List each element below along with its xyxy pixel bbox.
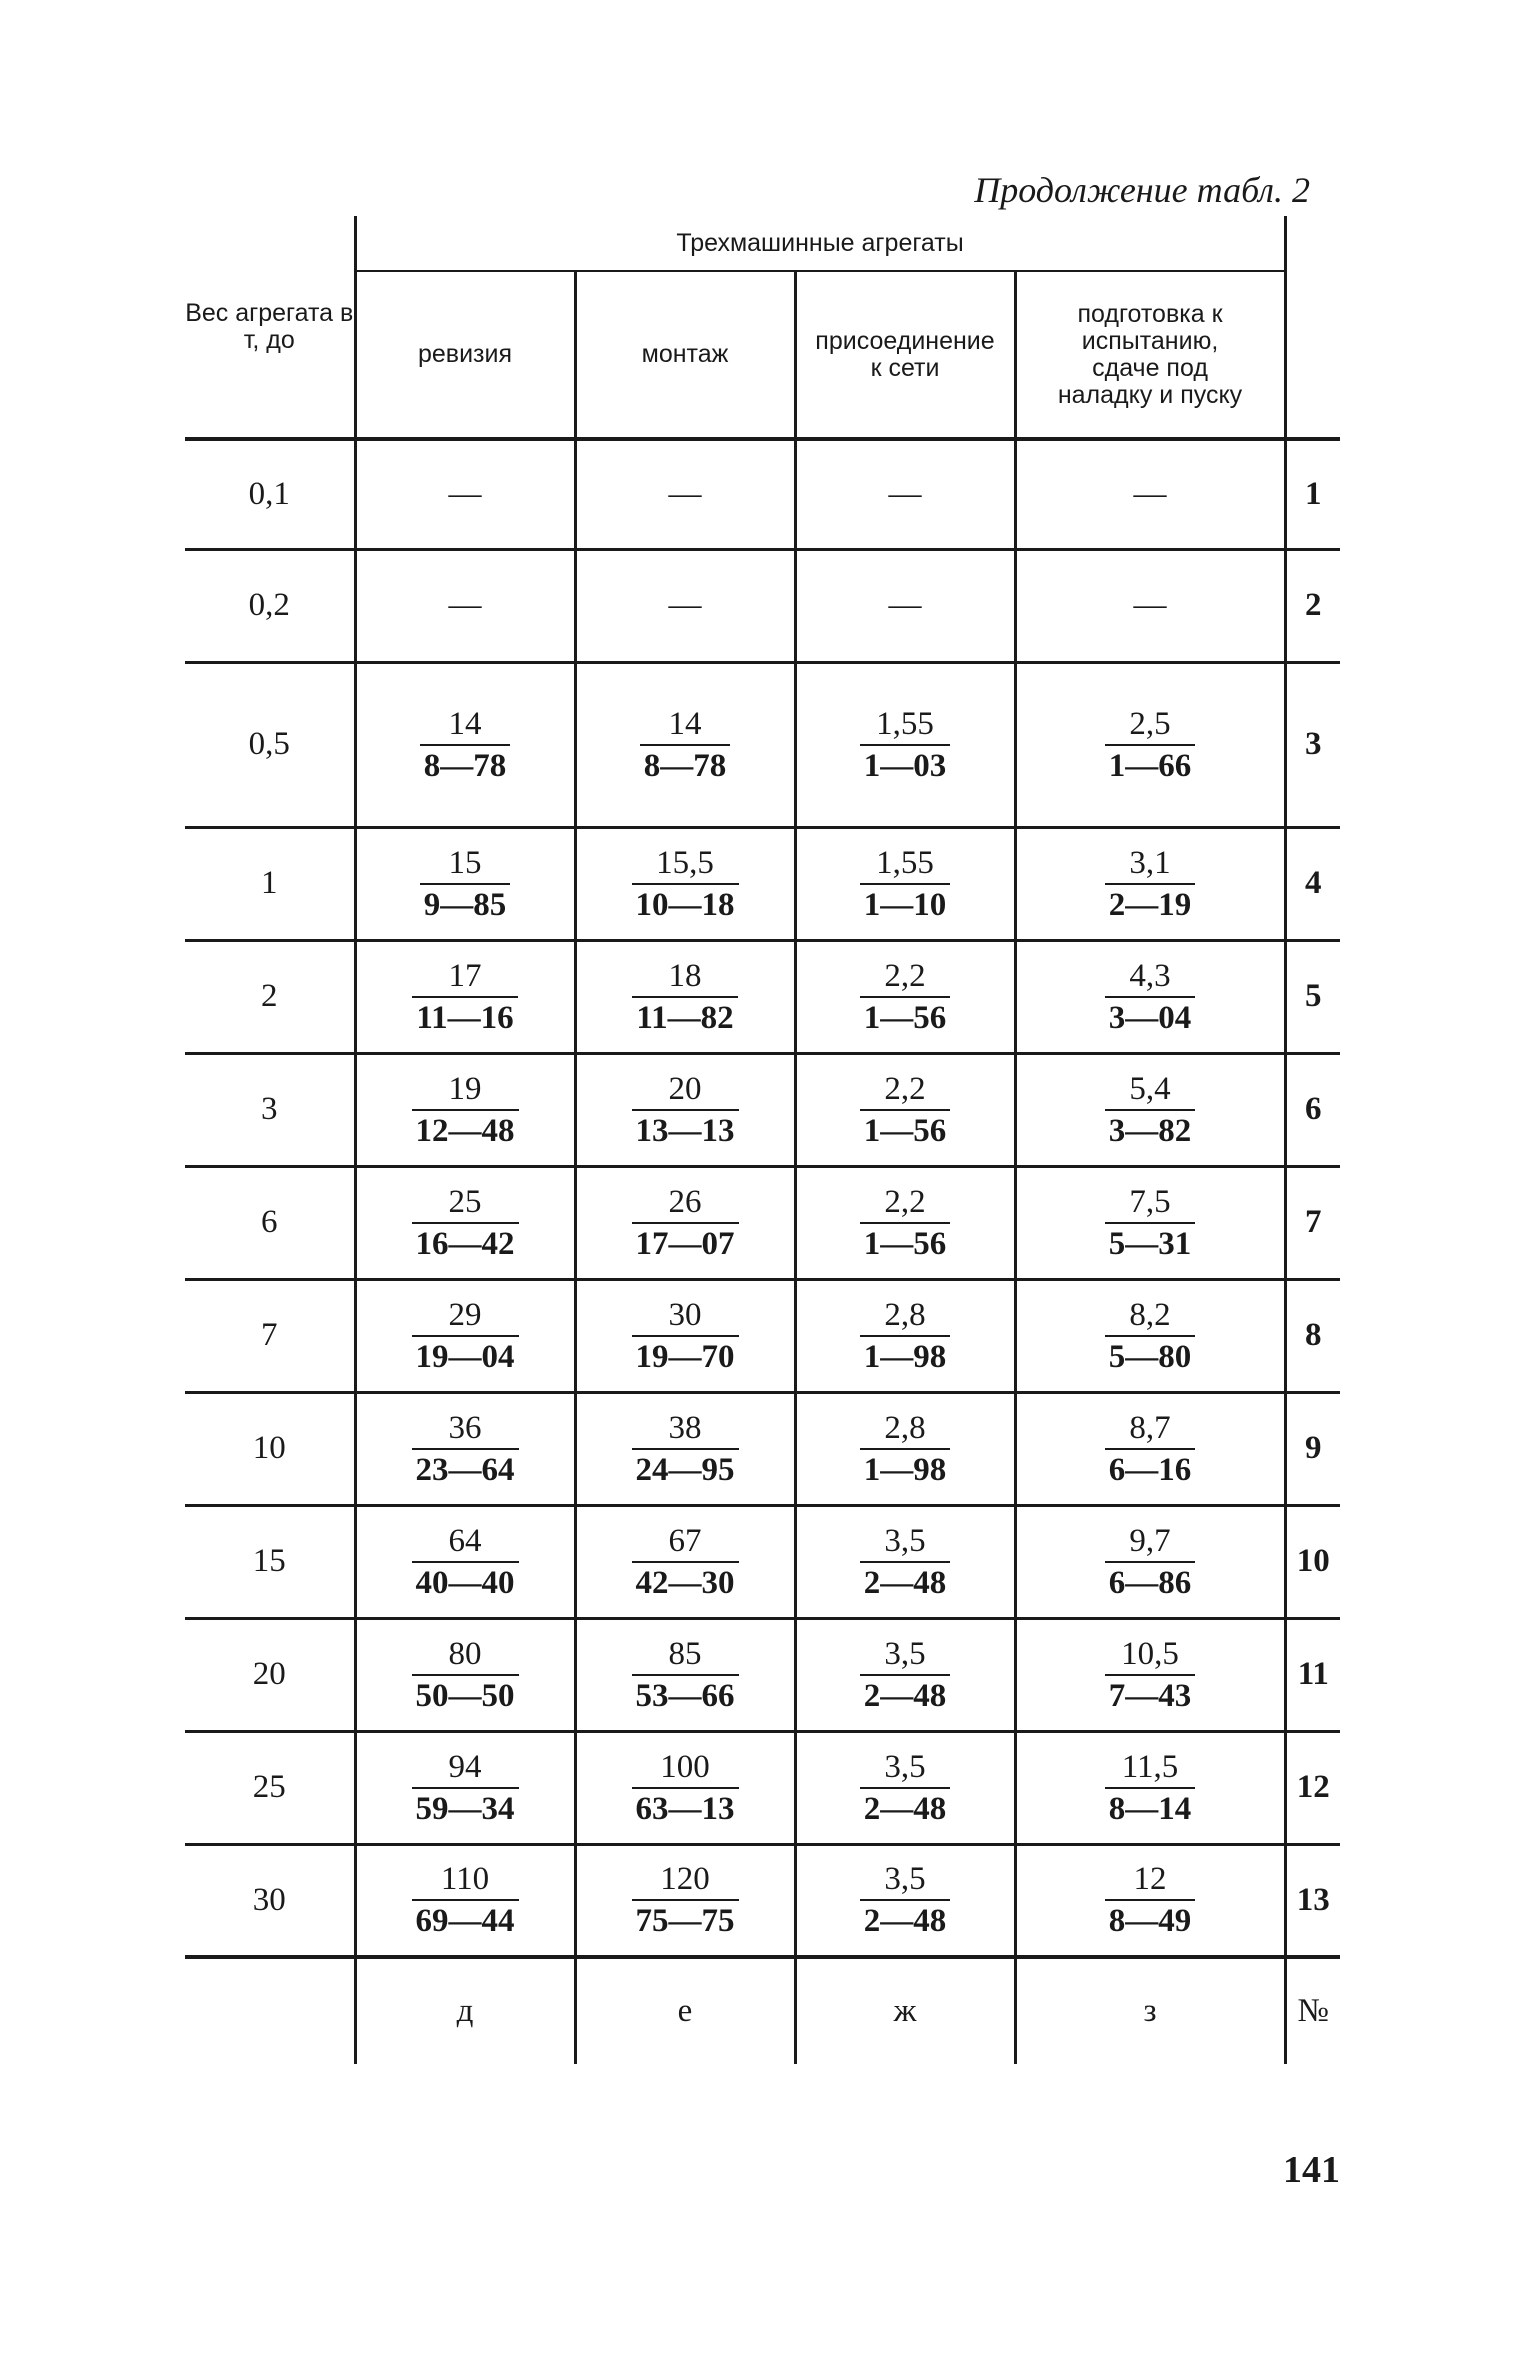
cost-value: 2—48 — [863, 1790, 947, 1827]
labor-hours-value: 2,2 — [860, 1182, 951, 1224]
value-cell — [1015, 1731, 1285, 1844]
row-number-cell — [1285, 549, 1340, 662]
fraction-value — [412, 1747, 519, 1829]
labor-hours-value: 14 — [640, 704, 731, 746]
cost-value: 1—56 — [863, 1112, 947, 1149]
cost-value: 10—18 — [635, 886, 735, 923]
value-cell — [355, 1053, 575, 1166]
column-header-test-preparation: подготовка к испытанию, сдаче под наладку и пуску — [1015, 271, 1285, 439]
row-number: 13 — [1296, 1881, 1330, 1918]
row-number-cell — [1285, 662, 1340, 827]
row-number-cell — [1285, 940, 1340, 1053]
labor-hours-value: 94 — [412, 1747, 519, 1789]
value-cell — [575, 1279, 795, 1392]
labor-hours-value: 110 — [412, 1859, 519, 1901]
empty-value-cell — [575, 439, 795, 549]
fraction-value — [1105, 1634, 1196, 1716]
weight-cell: 0,2 — [185, 549, 355, 662]
column-letter-d: д — [355, 1957, 575, 2064]
weight-cell: 25 — [185, 1731, 355, 1844]
row-number: 1 — [1305, 475, 1322, 512]
value-cell — [795, 1279, 1015, 1392]
labor-hours-value: 2,8 — [860, 1408, 951, 1450]
fraction-value — [640, 704, 731, 786]
row-number-cell — [1285, 1618, 1340, 1731]
weight-column-header: Вес агрегата в т, до — [185, 298, 354, 354]
weight-cell: 10 — [185, 1392, 355, 1505]
row-number-cell — [1285, 1166, 1340, 1279]
cost-value: 12—48 — [415, 1112, 515, 1149]
cost-value: 2—19 — [1108, 886, 1192, 923]
header-row-group — [185, 216, 1340, 271]
fraction-value — [1105, 1408, 1196, 1490]
column-header-network-connection: присоединение к сети — [795, 271, 1015, 439]
cost-value: 5—80 — [1108, 1338, 1192, 1375]
row-number-cell — [1285, 1279, 1340, 1392]
table-row — [185, 1053, 1340, 1166]
value-cell — [795, 940, 1015, 1053]
cost-value: 1—56 — [863, 1225, 947, 1262]
labor-hours-value: 29 — [412, 1295, 519, 1337]
labor-hours-value: 120 — [632, 1859, 739, 1901]
row-number-column-header — [1285, 216, 1340, 439]
cost-value: 50—50 — [415, 1677, 515, 1714]
value-cell — [575, 1392, 795, 1505]
fraction-value — [860, 1408, 951, 1490]
value-cell — [575, 940, 795, 1053]
fraction-value — [860, 1521, 951, 1603]
weight-cell: 0,1 — [185, 439, 355, 549]
fraction-value — [860, 1634, 951, 1716]
fraction-value — [632, 1069, 739, 1151]
table-row — [185, 439, 1340, 549]
labor-hours-value: 36 — [412, 1408, 519, 1450]
fraction-value — [412, 1408, 519, 1490]
labor-hours-value: 2,2 — [860, 1069, 951, 1111]
labor-hours-value: 18 — [632, 956, 737, 998]
cost-value: 13—13 — [635, 1112, 735, 1149]
fraction-value — [1105, 1069, 1196, 1151]
labor-hours-value: 8,7 — [1105, 1408, 1196, 1450]
dash-mark: — — [448, 475, 482, 512]
cost-value: 1—10 — [863, 886, 947, 923]
fraction-value — [420, 843, 511, 925]
fraction-value — [1105, 1747, 1196, 1829]
row-number: 2 — [1305, 587, 1322, 623]
cost-value: 75—75 — [635, 1903, 735, 1940]
fraction-value — [1105, 1521, 1196, 1603]
cost-value: 40—40 — [415, 1564, 515, 1601]
dash-mark: — — [668, 475, 702, 512]
cost-value: 59—34 — [415, 1790, 515, 1827]
cost-value: 19—70 — [635, 1338, 735, 1375]
labor-hours-value: 3,5 — [860, 1747, 951, 1789]
value-cell — [795, 1844, 1015, 1957]
empty-value-cell — [795, 549, 1015, 662]
fraction-value — [412, 1859, 519, 1941]
labor-hours-value: 14 — [420, 704, 511, 746]
value-cell — [795, 1392, 1015, 1505]
cost-value: 8—49 — [1108, 1903, 1192, 1940]
weight-cell: 15 — [185, 1505, 355, 1618]
table-row — [185, 1166, 1340, 1279]
number-sign: № — [1285, 1957, 1340, 2064]
empty-value-cell — [1015, 549, 1285, 662]
weight-cell: 6 — [185, 1166, 355, 1279]
labor-hours-value: 8,2 — [1105, 1295, 1196, 1337]
value-cell — [355, 940, 575, 1053]
value-cell — [355, 1844, 575, 1957]
value-cell — [795, 827, 1015, 940]
value-cell — [1015, 940, 1285, 1053]
empty-value-cell — [1015, 439, 1285, 549]
cost-value: 2—48 — [863, 1677, 947, 1714]
fraction-value — [412, 1069, 519, 1151]
row-number: 12 — [1296, 1769, 1330, 1805]
cost-value: 7—43 — [1108, 1677, 1192, 1714]
empty-value-cell — [355, 549, 575, 662]
fraction-value — [412, 1295, 519, 1377]
column-letter-zh: ж — [795, 1957, 1015, 2064]
value-cell — [795, 662, 1015, 827]
fraction-value — [632, 1747, 739, 1829]
labor-hours-value: 11,5 — [1105, 1747, 1196, 1789]
labor-hours-value: 1,55 — [860, 843, 951, 885]
fraction-value — [632, 1408, 739, 1490]
value-cell — [1015, 1618, 1285, 1731]
cost-value: 42—30 — [635, 1564, 735, 1601]
labor-hours-value: 2,5 — [1105, 704, 1196, 746]
value-cell — [355, 1279, 575, 1392]
cost-value: 1—56 — [863, 999, 947, 1036]
value-cell — [575, 662, 795, 827]
cost-value: 8—78 — [423, 747, 507, 784]
row-number: 9 — [1305, 1430, 1322, 1466]
fraction-value — [860, 1859, 951, 1941]
row-number: 5 — [1305, 978, 1322, 1014]
cost-value: 11—82 — [636, 999, 734, 1036]
labor-hours-value: 2,2 — [860, 956, 951, 998]
table-row — [185, 1279, 1340, 1392]
row-number-cell — [1285, 1844, 1340, 1957]
fraction-value — [412, 1634, 519, 1716]
row-number-cell — [1285, 1392, 1340, 1505]
fraction-value — [860, 1069, 951, 1151]
dash-mark: — — [888, 587, 922, 623]
labor-hours-value: 12 — [1105, 1859, 1196, 1901]
table-row — [185, 1731, 1340, 1844]
value-cell — [795, 1053, 1015, 1166]
column-letter-e: е — [575, 1957, 795, 2064]
labor-hours-value: 10,5 — [1105, 1634, 1196, 1676]
labor-hours-value: 64 — [412, 1521, 519, 1563]
row-number: 6 — [1305, 1091, 1322, 1127]
fraction-value — [632, 1182, 739, 1264]
value-cell — [1015, 1053, 1285, 1166]
value-cell — [355, 827, 575, 940]
row-number: 10 — [1296, 1543, 1330, 1579]
value-cell — [795, 1166, 1015, 1279]
fraction-value — [1105, 1182, 1196, 1264]
value-cell — [575, 1505, 795, 1618]
labor-hours-value: 17 — [412, 956, 517, 998]
fraction-value — [632, 1634, 739, 1716]
labor-hours-value: 15,5 — [632, 843, 739, 885]
table-row — [185, 1392, 1340, 1505]
cost-value: 8—78 — [643, 747, 727, 784]
dash-mark: — — [888, 475, 922, 512]
weight-cell: 0,5 — [185, 662, 355, 827]
row-number: 3 — [1305, 726, 1322, 762]
cost-value: 63—13 — [635, 1790, 735, 1827]
fraction-value — [632, 843, 739, 925]
row-number-cell — [1285, 1505, 1340, 1618]
cost-value: 1—98 — [863, 1451, 947, 1488]
cost-value: 11—16 — [416, 999, 514, 1036]
row-number: 7 — [1305, 1204, 1322, 1240]
fraction-value — [632, 956, 737, 1038]
fraction-value — [412, 1182, 519, 1264]
cost-value: 3—82 — [1108, 1112, 1192, 1149]
labor-hours-value: 4,3 — [1105, 956, 1196, 998]
labor-hours-value: 20 — [632, 1069, 739, 1111]
value-cell — [355, 662, 575, 827]
value-cell — [575, 827, 795, 940]
value-cell — [355, 1392, 575, 1505]
row-number-cell — [1285, 1053, 1340, 1166]
labor-hours-value: 30 — [632, 1295, 739, 1337]
cost-value: 16—42 — [415, 1225, 515, 1262]
labor-hours-value: 15 — [420, 843, 511, 885]
column-letter-blank — [185, 1957, 355, 2064]
dash-mark: — — [668, 587, 702, 623]
weight-cell: 7 — [185, 1279, 355, 1392]
labor-hours-value: 5,4 — [1105, 1069, 1196, 1111]
cost-value: 2—48 — [863, 1564, 947, 1601]
weight-cell: 20 — [185, 1618, 355, 1731]
cost-value: 19—04 — [415, 1338, 515, 1375]
weight-cell: 1 — [185, 827, 355, 940]
table-row — [185, 662, 1340, 827]
value-cell — [1015, 1844, 1285, 1957]
fraction-value — [420, 704, 511, 786]
labor-hours-value: 25 — [412, 1182, 519, 1224]
labor-hours-value: 19 — [412, 1069, 519, 1111]
group-title: Трехмашинные агрегаты — [355, 216, 1285, 271]
dash-mark: — — [1133, 587, 1167, 623]
weight-cell: 2 — [185, 940, 355, 1053]
cost-value: 17—07 — [635, 1225, 735, 1262]
labor-hours-value: 9,7 — [1105, 1521, 1196, 1563]
labor-hours-value: 3,1 — [1105, 843, 1196, 885]
table-row — [185, 1618, 1340, 1731]
dash-mark: — — [1133, 475, 1167, 512]
value-cell — [1015, 1505, 1285, 1618]
fraction-value — [860, 1747, 951, 1829]
fraction-value — [1105, 1295, 1196, 1377]
fraction-value — [860, 704, 951, 786]
empty-value-cell — [355, 439, 575, 549]
value-cell — [575, 1166, 795, 1279]
cost-value: 6—86 — [1108, 1564, 1192, 1601]
labor-hours-value: 100 — [632, 1747, 739, 1789]
value-cell — [795, 1618, 1015, 1731]
value-cell — [575, 1618, 795, 1731]
value-cell — [1015, 662, 1285, 827]
cost-value: 53—66 — [635, 1677, 735, 1714]
value-cell — [575, 1053, 795, 1166]
cost-value: 23—64 — [415, 1451, 515, 1488]
cost-value: 1—66 — [1108, 747, 1192, 784]
labor-hours-value: 67 — [632, 1521, 739, 1563]
table-row — [185, 1505, 1340, 1618]
fraction-value — [860, 1182, 951, 1264]
header-row-columns — [185, 271, 1340, 439]
fraction-value — [632, 1295, 739, 1377]
dash-mark: — — [448, 587, 482, 623]
labor-hours-value: 3,5 — [860, 1634, 951, 1676]
fraction-value — [412, 956, 517, 1038]
value-cell — [1015, 1392, 1285, 1505]
cost-value: 24—95 — [635, 1451, 735, 1488]
cost-value: 1—98 — [863, 1338, 947, 1375]
cost-value: 3—04 — [1108, 999, 1192, 1036]
fraction-value — [632, 1859, 739, 1941]
labor-hours-value: 3,5 — [860, 1521, 951, 1563]
value-cell — [355, 1731, 575, 1844]
column-header-revision: ревизия — [355, 271, 575, 439]
row-number-cell — [1285, 827, 1340, 940]
value-cell — [575, 1731, 795, 1844]
empty-value-cell — [795, 439, 1015, 549]
labor-hours-value: 26 — [632, 1182, 739, 1224]
weight-cell: 3 — [185, 1053, 355, 1166]
cost-value: 1—03 — [863, 747, 947, 784]
fraction-value — [1105, 843, 1196, 925]
labor-hours-value: 3,5 — [860, 1859, 951, 1901]
table-body — [185, 439, 1340, 1957]
fraction-value — [632, 1521, 739, 1603]
cost-value: 69—44 — [415, 1903, 515, 1940]
labor-hours-value: 1,55 — [860, 704, 951, 746]
cost-value: 2—48 — [863, 1903, 947, 1940]
row-number-cell — [1285, 1731, 1340, 1844]
fraction-value — [860, 1295, 951, 1377]
cost-value: 8—14 — [1108, 1790, 1192, 1827]
cost-value: 9—85 — [423, 886, 507, 923]
page-number: 141 — [1283, 2149, 1340, 2191]
value-cell — [795, 1505, 1015, 1618]
fraction-value — [1105, 1859, 1196, 1941]
installation-norms-table — [185, 216, 1340, 2064]
value-cell — [1015, 1279, 1285, 1392]
labor-hours-value: 38 — [632, 1408, 739, 1450]
value-cell — [795, 1731, 1015, 1844]
value-cell — [355, 1618, 575, 1731]
fraction-value — [412, 1521, 519, 1603]
fraction-value — [860, 843, 951, 925]
value-cell — [1015, 827, 1285, 940]
empty-value-cell — [575, 549, 795, 662]
value-cell — [575, 1844, 795, 1957]
cost-value: 6—16 — [1108, 1451, 1192, 1488]
value-cell — [355, 1166, 575, 1279]
value-cell — [1015, 1166, 1285, 1279]
cost-value: 5—31 — [1108, 1225, 1192, 1262]
labor-hours-value: 2,8 — [860, 1295, 951, 1337]
fraction-value — [860, 956, 951, 1038]
fraction-value — [1105, 704, 1196, 786]
labor-hours-value: 85 — [632, 1634, 739, 1676]
value-cell — [355, 1505, 575, 1618]
weight-cell: 30 — [185, 1844, 355, 1957]
row-number: 8 — [1305, 1317, 1322, 1353]
fraction-value — [1105, 956, 1196, 1038]
table-continuation-label: Продолжение табл. 2 — [974, 170, 1310, 210]
table-row — [185, 827, 1340, 940]
column-letter-z: з — [1015, 1957, 1285, 2064]
column-header-mounting: монтаж — [575, 271, 795, 439]
row-number: 4 — [1305, 865, 1322, 901]
column-letters-row — [185, 1957, 1340, 2064]
row-number-cell — [1285, 439, 1340, 549]
table-row — [185, 1844, 1340, 1957]
table-row — [185, 940, 1340, 1053]
row-number: 11 — [1297, 1656, 1329, 1692]
labor-hours-value: 7,5 — [1105, 1182, 1196, 1224]
table-row — [185, 549, 1340, 662]
labor-hours-value: 80 — [412, 1634, 519, 1676]
